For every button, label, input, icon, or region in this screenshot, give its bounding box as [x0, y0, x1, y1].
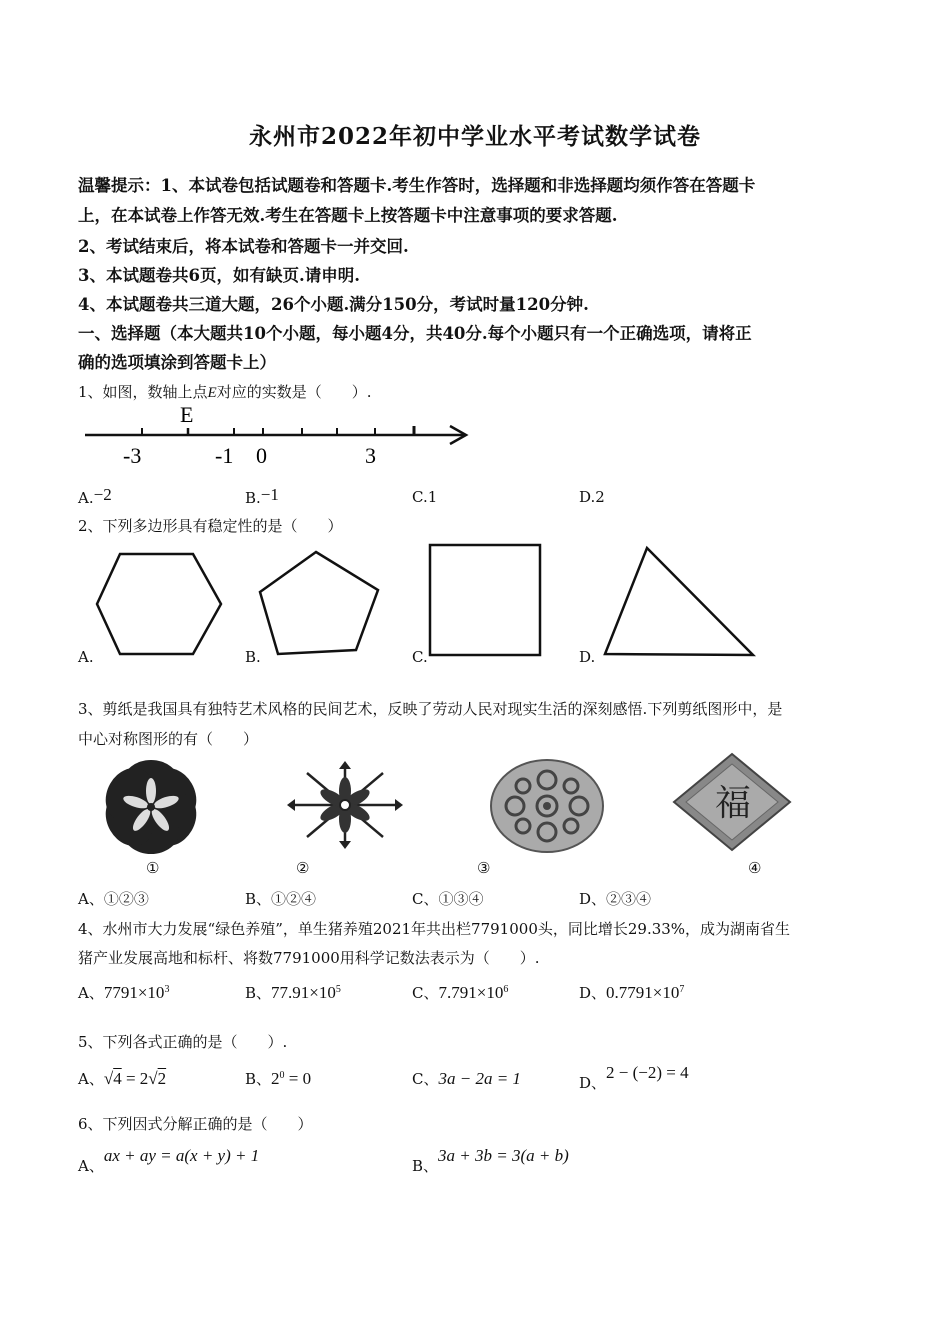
q4-option-d: D、$0.7791\times 10^7$ — [579, 983, 685, 1002]
hexagon-figure — [95, 552, 235, 662]
q1-option-a: A.−2 — [78, 485, 112, 507]
q6-option-b: B、3a + 3b = 3(a + b) — [412, 1146, 569, 1175]
q4-stem-line-2: 猪产业发展高地和标杆、将数7791000用科学记数法表示为（ ）. — [78, 949, 540, 967]
q5-stem: 5、下列各式正确的是（ ）. — [78, 1033, 288, 1051]
notice-line-4: 3、本试题卷共6页，如有缺页.请申明. — [78, 266, 360, 285]
q6-stem: 6、下列因式分解正确的是（ ） — [78, 1115, 313, 1133]
q2-option-d: D. — [579, 648, 596, 666]
notice-line-1: 温馨提示：1、本试卷包括试题卷和答题卡.考生作答时，选择题和非选择题均须作答在答题卡 — [78, 176, 756, 195]
figure-label-4: ④ — [748, 859, 762, 877]
q4-option-b: B、$77.91\times 10^5$ — [245, 983, 341, 1002]
figure-label-3: ③ — [477, 859, 491, 877]
q4-option-a: A、$7791\times 10^3$ — [78, 983, 170, 1002]
pentagon-figure — [258, 550, 388, 660]
q6-option-a: A、ax + ay = a(x + y) + 1 — [78, 1146, 260, 1175]
figure-label-2: ② — [296, 859, 310, 877]
notice-line-5: 4、本试题卷共三道大题，26个小题.满分150分，考试时量120分钟. — [78, 295, 589, 314]
q2-stem: 2、下列多边形具有稳定性的是（ ） — [78, 517, 343, 535]
tick-label-minus-1: -1 — [215, 443, 234, 468]
q4-option-c: C、$7.791\times 10^6$ — [412, 983, 509, 1002]
diamond-character: 福 — [715, 783, 752, 824]
papercut-snowflake-figure — [285, 760, 405, 850]
page-title: 永州市2022年初中学业水平考试数学试卷 — [248, 123, 701, 150]
q3-option-a: A、①②③ — [78, 890, 149, 908]
tick-label-minus-3: -3 — [123, 443, 142, 468]
q4-stem-line-1: 4、水州市大力发展“绿色养殖”，单生猪养殖2021年共出栏7791000头，同比增长29.33%，成为湖南省生 — [78, 920, 791, 938]
q3-option-b: B、①②④ — [245, 890, 317, 908]
square-figure — [428, 543, 543, 658]
q5-option-a: A、√4 = 2√2 — [78, 1069, 167, 1088]
point-e-label: E — [180, 402, 194, 427]
notice-line-2: 上，在本试卷上作答无效.考生在答题卡上按答题卡中注意事项的要求答题. — [78, 206, 618, 225]
q1-point: E — [207, 385, 217, 401]
q3-option-c: C、①③④ — [412, 890, 484, 908]
q1-stem-a: 1、如图，数轴上点 — [78, 383, 208, 401]
papercut-flower-figure — [86, 757, 216, 857]
number-line — [80, 400, 480, 468]
q5-option-c: C、3a − 2a = 1 — [412, 1069, 521, 1088]
papercut-mandala-figure — [487, 756, 607, 856]
q3-stem-line-1: 3、剪纸是我国具有独特艺术风格的民间艺术，反映了劳动人民对现实生活的深刻感悟.下列剪纸图形中，是 — [78, 700, 783, 718]
q2-option-a: A. — [78, 648, 94, 666]
notice-line-3: 2、考试结束后，将本试卷和答题卡一并交回. — [78, 237, 409, 256]
tick-label-0: 0 — [256, 443, 267, 468]
papercut-diamond-figure — [672, 752, 792, 852]
q5-option-d: D、2 − (−2) = 4 — [579, 1063, 689, 1092]
q1-stem-b: 对应的实数是（ ）. — [216, 383, 372, 401]
triangle-figure — [603, 545, 763, 665]
figure-label-1: ① — [146, 859, 160, 877]
q2-option-b: B. — [245, 648, 261, 666]
section-1-line-2: 确的选项填涂到答题卡上） — [78, 353, 276, 372]
q1-option-d: D.2 — [579, 488, 605, 506]
q1-option-b: B.−1 — [245, 485, 279, 507]
section-1-line-1: 一、选择题（本大题共10个小题，每小题4分，共40分.每个小题只有一个正确选项，请将正 — [78, 324, 752, 343]
q1-option-c: C.1 — [412, 488, 438, 506]
q1-stem — [78, 381, 372, 402]
tick-label-3: 3 — [365, 443, 376, 468]
q2-option-c: C. — [412, 648, 428, 666]
q3-stem-line-2: 中心对称图形的有（ ） — [78, 730, 259, 748]
q5-option-b: B、$2^0 = 0$ — [245, 1069, 312, 1088]
q3-option-d: D、②③④ — [579, 890, 652, 908]
